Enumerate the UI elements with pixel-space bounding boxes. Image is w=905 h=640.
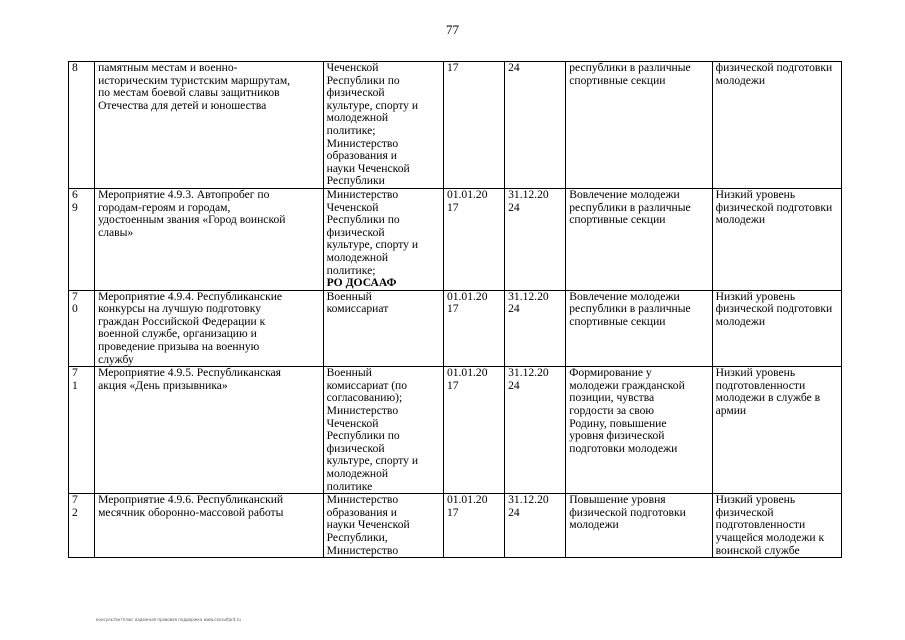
activity-name-cell [95, 367, 324, 494]
footer-note: консультантплюс надежная правовая поддержка www.consultant.ru [96, 617, 241, 622]
table-row [69, 290, 842, 367]
end-date-line: 24 [508, 200, 520, 214]
executor-line: комиссариат (по [326, 378, 408, 392]
table-row [69, 494, 842, 558]
executor-line: Чеченской [326, 416, 379, 430]
executor-line: науки Чеченской [326, 161, 410, 175]
executor-line: культуре, спорту и [326, 98, 419, 112]
end-date-cell [505, 367, 566, 494]
expected-result-line: Формирование у [569, 366, 652, 380]
expected-result-line: молодежи гражданской [569, 378, 685, 392]
problem-line: Низкий уровень [715, 493, 796, 507]
table-row [69, 367, 842, 494]
expected-result-line: Родину, повышение [569, 416, 667, 430]
executor-line: молодежной [326, 250, 389, 264]
expected-result-line: позиции, чувства [569, 391, 655, 405]
row-number-line: 6 [72, 188, 78, 201]
executor-line: культуре, спорту и [326, 454, 419, 468]
start-date-cell [443, 367, 504, 494]
activity-name-cell [95, 62, 324, 189]
executor-line: науки Чеченской [326, 518, 410, 532]
start-date-cell [443, 494, 504, 558]
executor-cell [323, 367, 443, 494]
executor-line: политике; [326, 123, 376, 137]
end-date-line: 24 [508, 302, 520, 316]
row-number-line: 2 [72, 505, 78, 519]
executor-line: образования и [326, 505, 397, 519]
end-date-line: 31.12.20 [508, 366, 549, 380]
expected-result-line: физической подготовки [569, 505, 686, 519]
problem-line: молодежи [715, 213, 766, 227]
executor-line: политике; [326, 263, 376, 277]
expected-result-cell [566, 188, 712, 290]
problem-line: учащейся молодежи к [715, 530, 825, 544]
page-number: 77 [446, 22, 459, 37]
executor-line: Министерство [326, 188, 399, 201]
activity-name-line: акция «День призывника» [98, 378, 228, 392]
problem-line: армии [715, 404, 747, 418]
activity-name-line: Мероприятие 4.9.3. Автопробег по [98, 188, 270, 201]
end-date-line: 31.12.20 [508, 188, 549, 201]
activity-name-line: славы» [98, 225, 134, 239]
problem-cell [712, 494, 841, 558]
problem-line: физической подготовки [715, 302, 833, 316]
executor-line: Чеченской [326, 61, 379, 74]
problem-cell [712, 62, 841, 189]
start-date-line: 17 [446, 61, 459, 74]
row-number-cell [69, 494, 95, 558]
start-date-cell [443, 290, 504, 367]
executor-line: физической [326, 441, 385, 455]
activity-name-line: удостоенным звания «Город воинской [98, 213, 286, 227]
table-row [69, 62, 842, 189]
expected-result-line: республики в различные [569, 61, 691, 74]
row-number-cell [69, 367, 95, 494]
expected-result-line: молодежи [569, 518, 619, 532]
executor-line: Министерство [326, 404, 399, 418]
activity-name-line: историческим туристским маршрутам, [98, 73, 291, 87]
problem-cell [712, 367, 841, 494]
start-date-line: 01.01.20 [446, 188, 488, 201]
problem-line: подготовленности [715, 378, 806, 392]
problem-line: Низкий уровень [715, 188, 796, 201]
start-date-cell [443, 62, 504, 189]
activity-name-line: граждан Российской Федерации к [98, 314, 266, 328]
problem-line: физической подготовки [715, 200, 833, 214]
table-row [69, 188, 842, 290]
activity-name-line: службу [98, 352, 134, 366]
executor-line: Республики, [326, 530, 388, 544]
executor-line: Республики по [326, 73, 400, 87]
expected-result-line: спортивные секции [569, 73, 666, 87]
executor-line: Чеченской [326, 200, 379, 214]
activity-name-line: Мероприятие 4.9.5. Республиканская [98, 366, 282, 380]
executor-line: образования и [326, 149, 397, 163]
row-number-cell [69, 188, 95, 290]
problem-line: Низкий уровень [715, 366, 796, 380]
executor-line: Республики [326, 174, 385, 188]
end-date-line: 31.12.20 [508, 493, 549, 507]
expected-result-cell [566, 290, 712, 367]
end-date-cell [505, 494, 566, 558]
expected-result-line: подготовки молодежи [569, 441, 678, 455]
row-number-line: 0 [72, 302, 78, 316]
start-date-line: 01.01.20 [446, 366, 488, 380]
row-number-line: 8 [72, 61, 78, 74]
problem-line: Низкий уровень [715, 290, 796, 303]
executor-line: политике [326, 479, 373, 493]
start-date-line: 17 [446, 378, 459, 392]
activity-name-line: городам-героям и городам, [98, 200, 231, 214]
executor-line: Военный [326, 366, 372, 380]
end-date-line: 24 [508, 505, 520, 519]
executor-line: Военный [326, 290, 372, 303]
problem-line: подготовленности [715, 518, 806, 532]
executor-line: комиссариат [326, 302, 389, 316]
program-activities-table [68, 61, 842, 558]
executor-line: Республики по [326, 213, 400, 227]
expected-result-line: уровня физической [569, 429, 665, 443]
activity-name-cell [95, 290, 324, 367]
activity-name-line: конкурсы на лучшую подготовку [98, 302, 262, 316]
activity-name-line: месячник оборонно-массовой работы [98, 505, 284, 519]
problem-line: воинской службе [715, 543, 800, 557]
end-date-cell [505, 62, 566, 189]
executor-line: молодежной [326, 467, 389, 480]
executor-cell [323, 62, 443, 189]
expected-result-line: спортивные секции [569, 314, 666, 328]
activity-name-line: проведение призыва на военную [98, 340, 260, 354]
row-number-line: 7 [72, 493, 78, 507]
executor-line: Министерство [326, 543, 399, 557]
expected-result-cell [566, 367, 712, 494]
start-date-line: 17 [446, 505, 459, 519]
activity-name-line: военной службе, организацию и [98, 327, 257, 341]
activity-name-line: Отечества для детей и юношества [98, 98, 267, 112]
problem-line: молодежи [715, 314, 766, 328]
start-date-line: 17 [446, 200, 459, 214]
expected-result-line: Повышение уровня [569, 493, 666, 507]
activity-name-cell [95, 188, 324, 290]
problem-line: физической подготовки [715, 61, 833, 74]
start-date-line: 01.01.20 [446, 290, 488, 303]
expected-result-line: республики в различные [569, 200, 691, 214]
start-date-line: 17 [446, 302, 459, 316]
expected-result-cell [566, 494, 712, 558]
activity-name-line: Мероприятие 4.9.6. Республиканский [98, 493, 284, 507]
executor-line: культуре, спорту и [326, 238, 419, 252]
expected-result-cell [566, 62, 712, 189]
row-number-cell [69, 290, 95, 367]
activity-name-line: по местам боевой славы защитников [98, 86, 280, 100]
executor-cell [323, 494, 443, 558]
executor-line: физической [326, 86, 385, 100]
problem-line: физической [715, 505, 774, 519]
activity-name-line: памятным местам и военно- [98, 61, 238, 74]
executor-line: физической [326, 225, 385, 239]
executor-emphasis-line: РО ДОСААФ [326, 276, 397, 290]
activity-name-cell [95, 494, 324, 558]
problem-cell [712, 188, 841, 290]
executor-line: молодежной [326, 111, 389, 125]
executor-cell [323, 290, 443, 367]
start-date-cell [443, 188, 504, 290]
expected-result-line: спортивные секции [569, 213, 666, 227]
expected-result-line: Вовлечение молодежи [569, 188, 680, 201]
executor-line: Министерство [326, 136, 399, 150]
row-number-line: 7 [72, 290, 78, 303]
row-number-line: 1 [72, 378, 78, 392]
problem-cell [712, 290, 841, 367]
expected-result-line: республики в различные [569, 302, 691, 316]
executor-line: Республики по [326, 429, 400, 443]
expected-result-line: гордости за свою [569, 404, 655, 418]
start-date-line: 01.01.20 [446, 493, 488, 507]
executor-cell [323, 188, 443, 290]
activity-name-line: Мероприятие 4.9.4. Республиканские [98, 290, 283, 303]
executor-line: Министерство [326, 493, 399, 507]
executor-line: согласованию); [326, 391, 403, 405]
problem-line: молодежи в службе в [715, 391, 821, 405]
row-number-line: 9 [72, 200, 78, 214]
problem-line: молодежи [715, 73, 766, 87]
end-date-line: 31.12.20 [508, 290, 549, 303]
end-date-line: 24 [508, 378, 520, 392]
end-date-line: 24 [508, 61, 520, 74]
row-number-cell [69, 62, 95, 189]
end-date-cell [505, 188, 566, 290]
row-number-line: 7 [72, 366, 78, 380]
expected-result-line: Вовлечение молодежи [569, 290, 680, 303]
end-date-cell [505, 290, 566, 367]
